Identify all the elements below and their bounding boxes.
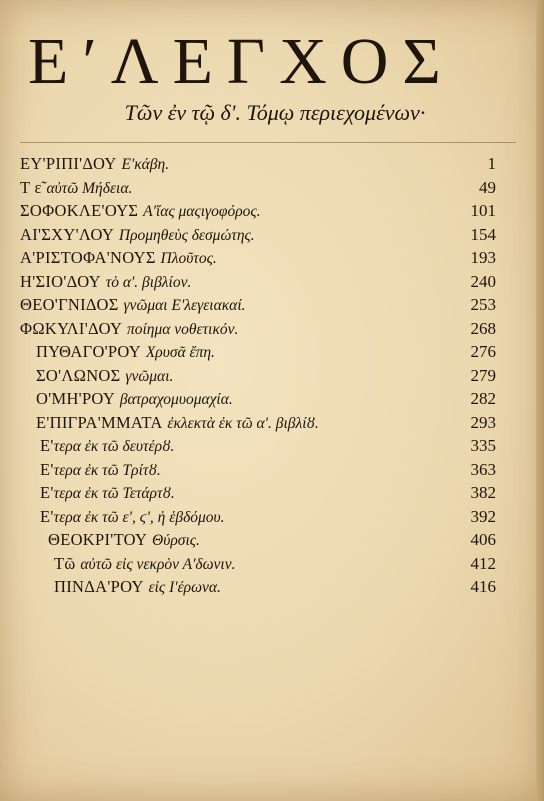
entry-page: 193 bbox=[470, 248, 496, 267]
entry-work: Α'ἴας μαςιγοφόρος. bbox=[143, 203, 261, 220]
toc-entry[interactable] bbox=[20, 270, 496, 294]
entry-author: Ε' bbox=[40, 459, 54, 479]
entry-page: 279 bbox=[470, 365, 496, 385]
toc-entry[interactable] bbox=[20, 575, 496, 599]
entry-page: 240 bbox=[470, 271, 496, 291]
entry-work: Θύρσις. bbox=[152, 532, 200, 549]
toc-entry[interactable] bbox=[20, 552, 496, 576]
page-edge bbox=[536, 0, 544, 801]
entry-page: 416 bbox=[470, 577, 496, 596]
entry-page: 101 bbox=[470, 201, 496, 220]
toc-entry[interactable] bbox=[20, 293, 496, 317]
toc-entry[interactable] bbox=[20, 411, 496, 435]
entry-page: 253 bbox=[470, 295, 496, 314]
entry-author: ΣΟΦΟΚΛΕ'ΟΥΣ bbox=[20, 201, 139, 220]
entry-page: 276 bbox=[470, 342, 496, 361]
entry-page: 382 bbox=[470, 483, 496, 502]
entry-author: ΕΥ'ΡΙΠΙ'ΔΟΥ bbox=[20, 154, 117, 173]
entry-page: 335 bbox=[470, 436, 496, 455]
entry-page: 363 bbox=[470, 459, 496, 479]
table-of-contents bbox=[20, 152, 496, 599]
entry-author: Ε' bbox=[40, 436, 54, 455]
toc-entry[interactable] bbox=[20, 387, 496, 411]
toc-entry[interactable] bbox=[20, 199, 496, 223]
entry-page: 49 bbox=[479, 177, 496, 197]
entry-author: Τ ε̃ bbox=[20, 177, 42, 197]
divider bbox=[20, 142, 516, 143]
toc-entry[interactable] bbox=[20, 458, 496, 482]
entry-work: τερα ἐκ τῶ Τρίτȣ. bbox=[53, 461, 161, 479]
entry-work: αὐτῶ Μήδεια. bbox=[46, 179, 133, 197]
entry-author: Τῶ bbox=[54, 553, 76, 573]
entry-work: βατραχομυομαχία. bbox=[119, 391, 233, 408]
entry-work: Χρυσᾶ ἔπη. bbox=[145, 344, 215, 361]
entry-author: Ε'ΠΙΓΡΑ'ΜΜΑΤΑ bbox=[36, 412, 163, 432]
entry-author: ΦΩΚΥΛΙ'ΔΟΥ bbox=[20, 318, 123, 338]
toc-entry[interactable] bbox=[20, 246, 496, 270]
entry-work: ποίημα νοθετικόν. bbox=[126, 320, 239, 338]
entry-page: 282 bbox=[470, 389, 496, 408]
entry-page: 392 bbox=[470, 506, 496, 526]
page-title: ΕʹΛΕΓΧΟΣ bbox=[28, 25, 455, 98]
toc-entry[interactable] bbox=[20, 528, 496, 552]
entry-page: 154 bbox=[470, 224, 496, 244]
page-subtitle: Τῶν ἐν τῷ δ'. Τόμῳ περιεχομένων· bbox=[124, 100, 426, 125]
entry-author: ΣΟ'ΛΩΝΟΣ bbox=[36, 365, 121, 385]
entry-work: αὐτῶ εἰς νεκρὸν Α'δωνιν. bbox=[80, 555, 236, 573]
toc-entry[interactable] bbox=[20, 176, 496, 200]
toc-entry[interactable] bbox=[20, 223, 496, 247]
toc-entry[interactable] bbox=[20, 505, 496, 529]
entry-author: Ε' bbox=[40, 483, 54, 502]
entry-page: 406 bbox=[470, 530, 496, 549]
entry-author: Ο'ΜΗ'ΡΟΥ bbox=[36, 389, 116, 408]
entry-work: τὸ α'. βιβλίον. bbox=[105, 273, 192, 291]
entry-page: 1 bbox=[487, 154, 496, 173]
entry-work: τερα ἐκ τῶ ε', ϛ', ἠ ἑβδόμου. bbox=[53, 508, 225, 526]
entry-author: Η'ΣΙΟ'ΔΟΥ bbox=[20, 271, 101, 291]
entry-author: ΠΙΝΔΑ'ΡΟΥ bbox=[54, 577, 144, 596]
entry-work: Προμηθεὺς δεσμώτης. bbox=[118, 226, 255, 244]
toc-entry[interactable] bbox=[20, 317, 496, 341]
entry-page: 293 bbox=[470, 412, 496, 432]
entry-author: ΑΙ'ΣΧΥ'ΛΟΥ bbox=[20, 224, 115, 244]
entry-page: 412 bbox=[470, 553, 496, 573]
entry-author: ΠΥΘΑΓΟ'ΡΟΥ bbox=[36, 342, 142, 361]
entry-author: ΘΕΟΚΡΙ'ΤΟΥ bbox=[48, 530, 148, 549]
entry-work: Ε'κάβη. bbox=[121, 156, 170, 173]
entry-page: 268 bbox=[470, 318, 496, 338]
toc-entry[interactable] bbox=[20, 152, 496, 176]
entry-work: ἐκλεκτὰ ἐκ τῶ α'. βιβλίȣ. bbox=[167, 414, 319, 432]
entry-author: Α'ΡΙΣΤΟΦΑ'ΝΟΥΣ bbox=[20, 248, 156, 267]
toc-entry[interactable] bbox=[20, 481, 496, 505]
entry-work: εἰς Ι'έρωνα. bbox=[148, 579, 221, 596]
entry-work: τερα ἐκ τῶ Τετάρτȣ. bbox=[53, 485, 175, 502]
toc-entry[interactable] bbox=[20, 434, 496, 458]
entry-work: Πλοῦτος. bbox=[160, 250, 217, 267]
entry-author: Ε' bbox=[40, 506, 54, 526]
entry-work: γνῶμαι Ε'λεγειακαί. bbox=[123, 297, 246, 314]
entry-work: τερα ἐκ τῶ δευτέρȣ. bbox=[53, 438, 175, 455]
toc-entry[interactable] bbox=[20, 340, 496, 364]
toc-entry[interactable] bbox=[20, 364, 496, 388]
entry-work: γνῶμαι. bbox=[125, 367, 174, 385]
entry-author: ΘΕΟ'ΓΝΙΔΟΣ bbox=[20, 295, 119, 314]
